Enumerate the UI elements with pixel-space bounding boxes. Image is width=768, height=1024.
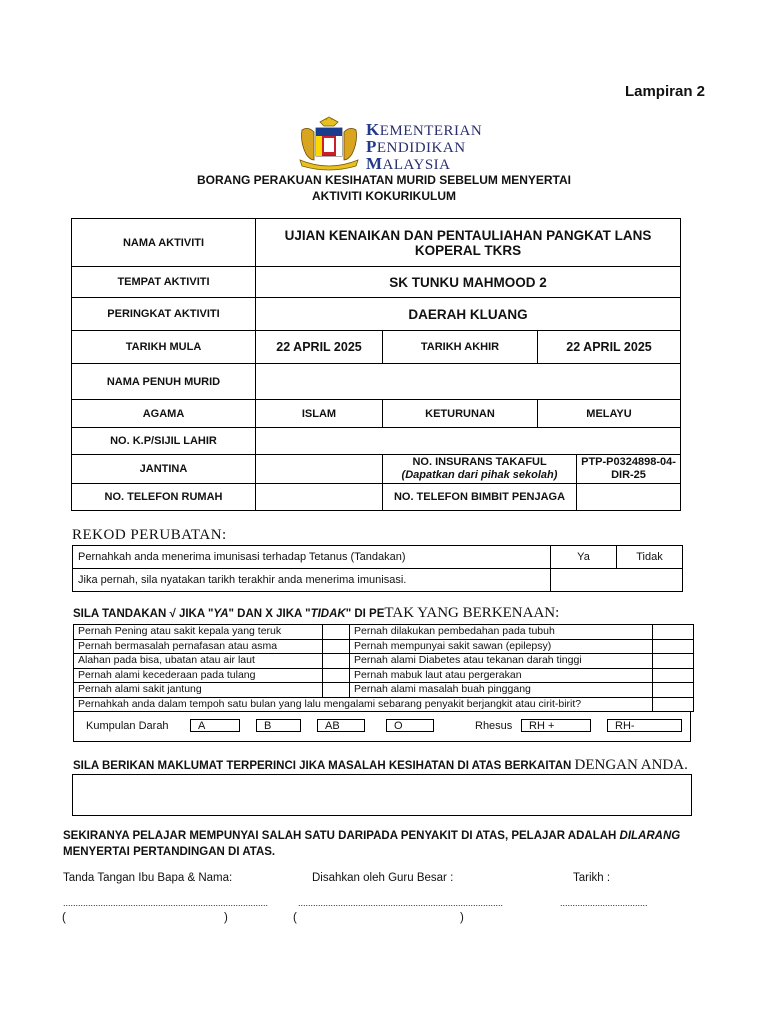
detail-textarea[interactable]	[72, 774, 692, 816]
tetanus-question: Pernahkah anda menerima imunisasi terhadap Tetanus (Tandakan)	[73, 546, 551, 569]
health-check-left[interactable]	[323, 683, 350, 698]
health-check-left[interactable]	[323, 639, 350, 654]
tarikh-mula-label: TARIKH MULA	[72, 331, 256, 364]
keturunan-value[interactable]: MELAYU	[538, 400, 681, 428]
health-row	[74, 639, 694, 654]
blood-group-label: Kumpulan Darah	[86, 720, 169, 732]
nama-aktiviti-value[interactable]: UJIAN KENAIKAN DAN PENTAULIAHAN PANGKAT LANS KOPERAL TKRS	[256, 219, 681, 267]
nama-aktiviti-label: NAMA AKTIVITI	[72, 219, 256, 267]
health-row	[74, 625, 694, 640]
immunisation-table	[72, 545, 683, 592]
form-title-line1: BORANG PERAKUAN KESIHATAN MURID SEBELUM MENYERTAI	[196, 173, 571, 187]
infectious-disease-check[interactable]	[653, 697, 694, 712]
tick-instruction: SILA TANDAKAN √ JIKA "YA" DAN X JIKA "TIDAK" DI PETAK YANG BERKENAAN:	[73, 605, 560, 621]
health-checklist-table	[73, 624, 694, 712]
peringkat-label: PERINGKAT AKTIVITI	[72, 298, 256, 331]
health-row	[74, 683, 694, 698]
agama-value[interactable]: ISLAM	[256, 400, 383, 428]
ministry-name: KEMENTERIAN PENDIDIKAN MALAYSIA	[366, 120, 483, 173]
insurans-label: NO. INSURANS TAKAFUL (Dapatkan dari pihak sekolah)	[383, 455, 577, 484]
headmaster-name-open-paren: (	[293, 912, 297, 924]
health-condition-left: Pernah Pening atau sakit kepala yang teruk	[74, 625, 323, 640]
health-check-right[interactable]	[653, 654, 694, 669]
tarikh-mula-value[interactable]: 22 APRIL 2025	[256, 331, 383, 364]
tempat-label: TEMPAT AKTIVITI	[72, 267, 256, 298]
health-check-left[interactable]	[323, 625, 350, 640]
headmaster-signature-label: Disahkan oleh Guru Besar :	[312, 872, 454, 884]
blood-o-box[interactable]: O	[386, 719, 434, 732]
nama-murid-label: NAMA PENUH MURID	[72, 364, 256, 400]
tempat-value[interactable]: SK TUNKU MAHMOOD 2	[256, 267, 681, 298]
form-title-line2: AKTIVITI KOKURIKULUM	[312, 189, 456, 203]
ministry-logo	[296, 116, 496, 172]
health-check-right[interactable]	[653, 625, 694, 640]
health-condition-right: Pernah dilakukan pembedahan pada tubuh	[350, 625, 653, 640]
coat-of-arms-icon	[296, 116, 362, 172]
jantina-label: JANTINA	[72, 455, 256, 484]
health-row	[74, 654, 694, 669]
blood-group-row	[73, 711, 691, 742]
immunisation-date-question: Jika pernah, sila nyatakan tarikh terakhir anda menerima imunisasi.	[73, 569, 551, 592]
infectious-disease-question: Pernahkah anda dalam tempoh satu bulan yang lalu mengalami sebarang penyakit berjangkit atau cirit-birit?	[74, 697, 653, 712]
headmaster-signature-line[interactable]: ..................................................................................	[298, 898, 504, 908]
rh-negative-box[interactable]: RH-	[607, 719, 682, 732]
insurans-value[interactable]: PTP-P0324898-04-DIR-25	[577, 455, 681, 484]
blood-b-box[interactable]: B	[256, 719, 301, 732]
jantina-field[interactable]	[256, 455, 383, 484]
date-label: Tarikh :	[573, 872, 611, 884]
telefon-bimbit-label: NO. TELEFON BIMBIT PENJAGA	[383, 484, 577, 511]
date-line[interactable]: ...................................	[560, 898, 648, 908]
health-condition-right: Pernah mempunyai sakit sawan (epilepsy)	[350, 639, 653, 654]
rh-positive-box[interactable]: RH +	[521, 719, 591, 732]
blood-ab-box[interactable]: AB	[317, 719, 365, 732]
kp-label: NO. K.P/SIJIL LAHIR	[72, 428, 256, 455]
keturunan-label: KETURUNAN	[383, 400, 538, 428]
parent-signature-label: Tanda Tangan Ibu Bapa & Nama:	[63, 872, 233, 884]
health-check-right[interactable]	[653, 683, 694, 698]
health-row	[74, 668, 694, 683]
telefon-bimbit-field[interactable]	[577, 484, 681, 511]
tetanus-tidak-option[interactable]: Tidak	[617, 546, 683, 569]
kp-field[interactable]	[256, 428, 681, 455]
warning-note: SEKIRANYA PELAJAR MEMPUNYAI SALAH SATU DARIPADA PENYAKIT DI ATAS, PELAJAR ADALAH DILARANG MENYERTAI PERTANDINGAN DI ATAS.	[63, 830, 681, 858]
blood-a-box[interactable]: A	[190, 719, 240, 732]
health-check-right[interactable]	[653, 639, 694, 654]
health-condition-left: Pernah bermasalah pernafasan atau asma	[74, 639, 323, 654]
immunisation-date-field[interactable]	[551, 569, 683, 592]
student-info-table	[71, 218, 681, 511]
health-condition-right: Pernah alami Diabetes atau tekanan darah tinggi	[350, 654, 653, 669]
health-condition-left: Pernah alami sakit jantung	[74, 683, 323, 698]
telefon-rumah-label: NO. TELEFON RUMAH	[72, 484, 256, 511]
headmaster-name-close-paren: )	[460, 912, 464, 924]
health-condition-left: Alahan pada bisa, ubatan atau air laut	[74, 654, 323, 669]
health-row	[74, 697, 694, 712]
health-condition-left: Pernah alami kecederaan pada tulang	[74, 668, 323, 683]
rhesus-label: Rhesus	[475, 720, 513, 732]
health-check-left[interactable]	[323, 668, 350, 683]
tarikh-akhir-value[interactable]: 22 APRIL 2025	[538, 331, 681, 364]
health-check-right[interactable]	[653, 668, 694, 683]
parent-name-close-paren: )	[224, 912, 228, 924]
peringkat-value[interactable]: DAERAH KLUANG	[256, 298, 681, 331]
rekod-heading: REKOD PERUBATAN:	[72, 527, 227, 543]
tarikh-akhir-label: TARIKH AKHIR	[383, 331, 538, 364]
detail-instruction: SILA BERIKAN MAKLUMAT TERPERINCI JIKA MASALAH KESIHATAN DI ATAS BERKAITAN DENGAN ANDA.	[73, 757, 688, 773]
telefon-rumah-field[interactable]	[256, 484, 383, 511]
tetanus-ya-option[interactable]: Ya	[551, 546, 617, 569]
health-condition-right: Pernah alami masalah buah pinggang	[350, 683, 653, 698]
parent-name-open-paren: (	[62, 912, 66, 924]
health-condition-right: Pernah mabuk laut atau pergerakan	[350, 668, 653, 683]
agama-label: AGAMA	[72, 400, 256, 428]
lampiran-label: Lampiran 2	[624, 83, 705, 100]
health-check-left[interactable]	[323, 654, 350, 669]
parent-signature-line[interactable]: ..................................................................................	[63, 898, 269, 908]
nama-murid-field[interactable]	[256, 364, 681, 400]
